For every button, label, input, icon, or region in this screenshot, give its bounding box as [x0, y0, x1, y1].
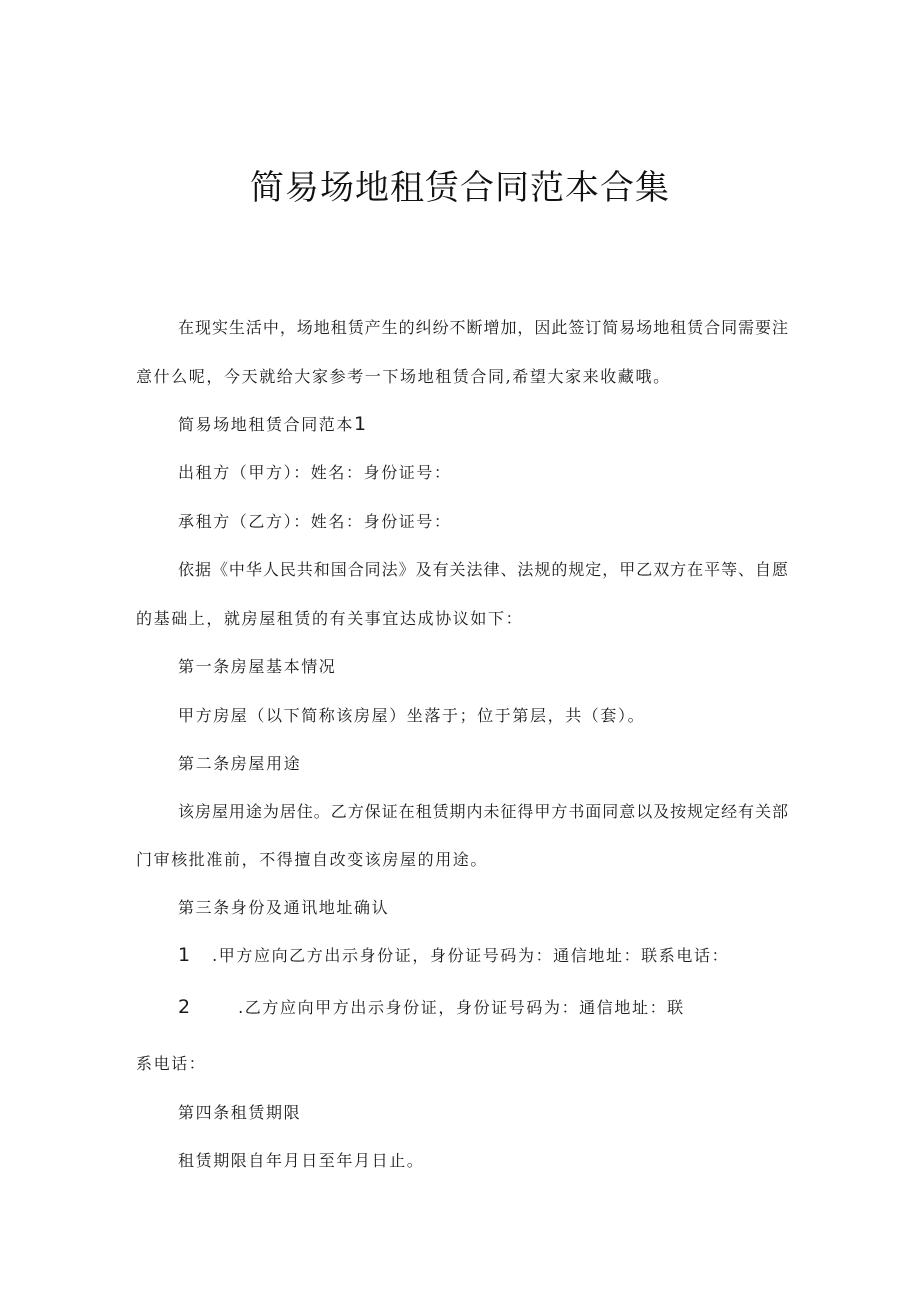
- article-1-heading: 第一条房屋基本情况: [178, 657, 337, 676]
- list-item-1-text: .甲方应向乙方出示身份证，身份证号码为：通信地址：联系电话：: [212, 946, 730, 965]
- basis-line-2: 的基础上，就房屋租赁的有关事宜达成协议如下：: [136, 609, 524, 628]
- article-1-body: 甲方房屋（以下简称该房屋）坐落于；位于第层，共（套）。: [178, 706, 646, 725]
- list-item-2-number: 2: [178, 996, 191, 1018]
- article-2-line-2: 门审核批准前，不得擅自改变该房屋的用途。: [136, 850, 489, 869]
- article-3-heading: 第三条身份及通讯地址确认: [178, 898, 390, 917]
- intro-line-1: 在现实生活中，场地租赁产生的纠纷不断增加，因此签订简易场地租赁合同需要注: [178, 318, 788, 337]
- basis-line-1: 依据《中华人民共和国合同法》及有关法律、法规的规定，甲乙双方在平等、自愿: [178, 560, 788, 579]
- lessor-line: 出租方（甲方）：姓名：身份证号：: [178, 463, 452, 482]
- section-heading-number: 1: [354, 413, 367, 435]
- list-item-2-continued: 系电话：: [136, 1054, 207, 1073]
- intro-line-2: 意什么呢，今天就给大家参考一下场地租赁合同,希望大家来收藏哦。: [136, 367, 671, 386]
- section-heading: [178, 414, 366, 435]
- list-item-2: [178, 997, 685, 1018]
- section-heading-text: 简易场地租赁合同范本: [178, 415, 355, 434]
- lessee-line: 承租方（乙方）：姓名：身份证号：: [178, 512, 452, 531]
- article-4-heading: 第四条租赁期限: [178, 1103, 302, 1122]
- article-2-heading: 第二条房屋用途: [178, 754, 302, 773]
- list-item-1: [178, 945, 729, 966]
- document-title: 简易场地租赁合同范本合集: [250, 168, 670, 208]
- article-4-body: 租赁期限自年月日至年月日止。: [178, 1151, 425, 1170]
- article-2-line-1: 该房屋用途为居住。乙方保证在租赁期内未征得甲方书面同意以及按规定经有关部: [178, 802, 788, 821]
- list-item-1-number: 1: [178, 944, 191, 966]
- list-item-2-text: .乙方应向甲方出示身份证，身份证号码为：通信地址：联: [238, 998, 685, 1017]
